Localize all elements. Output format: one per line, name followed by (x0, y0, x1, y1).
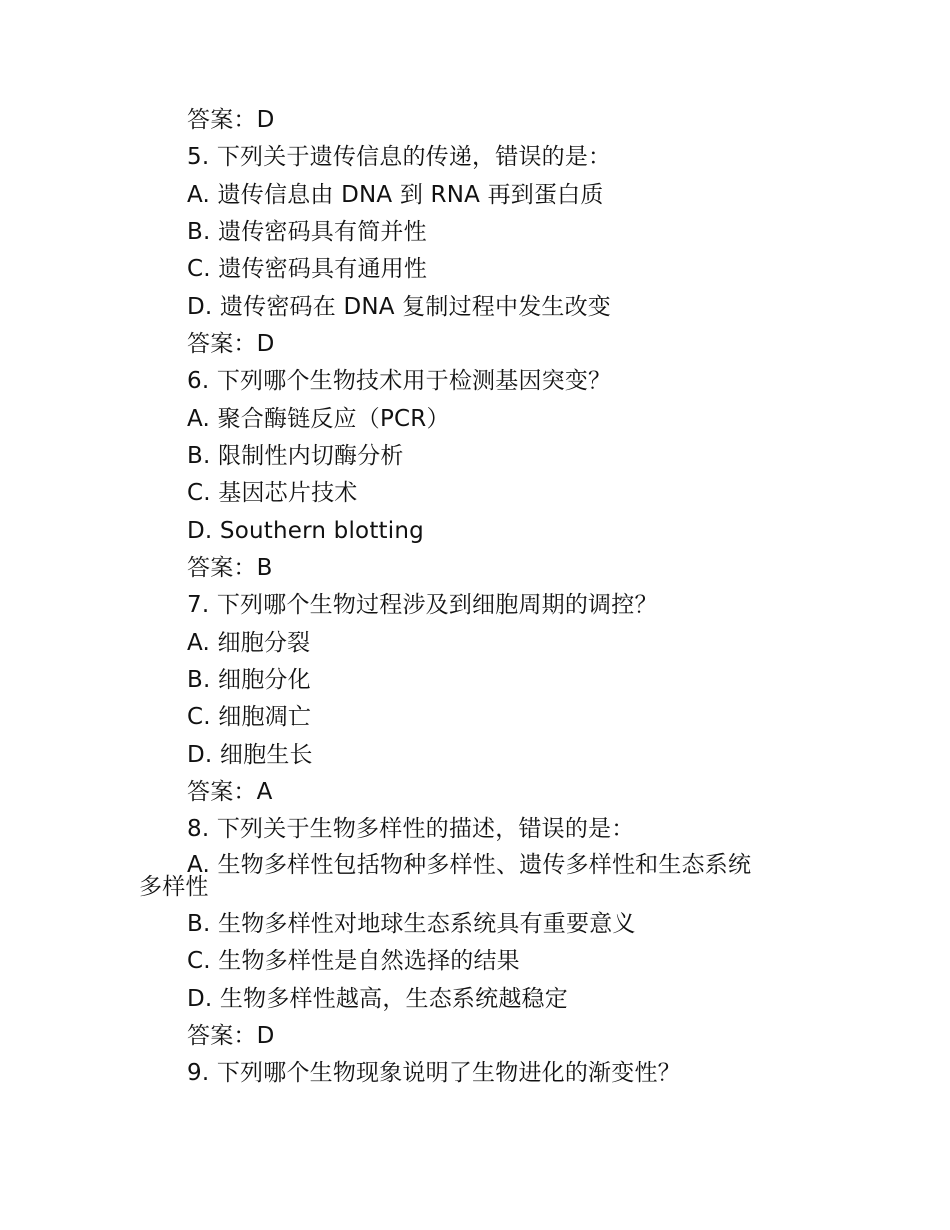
answer-line: 答案：A (187, 779, 273, 805)
option-a-wrapped (139, 851, 807, 901)
question-6: 6. 下列哪个生物技术用于检测基因突变？ (187, 368, 612, 394)
question-9: 9. 下列哪个生物现象说明了生物进化的渐变性？ (187, 1060, 681, 1086)
option-c: C. 生物多样性是自然选择的结果 (187, 948, 520, 974)
option-b: B. 限制性内切酶分析 (187, 443, 404, 469)
answer-line: 答案：B (187, 555, 273, 581)
option-d: D. 细胞生长 (187, 742, 313, 768)
option-c: C. 细胞凋亡 (187, 704, 312, 730)
answer-line: 答案：D (187, 1023, 275, 1049)
question-5: 5. 下列关于遗传信息的传递，错误的是： (187, 144, 612, 170)
option-a-first-line: A. 生物多样性包括物种多样性、遗传多样性和生态系统 (187, 852, 752, 878)
option-d: D. Southern blotting (187, 518, 424, 544)
option-d: D. 遗传密码在 DNA 复制过程中发生改变 (187, 294, 612, 320)
option-c: C. 基因芯片技术 (187, 480, 358, 506)
option-a: A. 聚合酶链反应（PCR） (187, 406, 450, 432)
option-d: D. 生物多样性越高，生态系统越稳定 (187, 986, 568, 1012)
option-a: A. 遗传信息由 DNA 到 RNA 再到蛋白质 (187, 182, 604, 208)
option-b: B. 遗传密码具有简并性 (187, 219, 427, 245)
question-8: 8. 下列关于生物多样性的描述，错误的是： (187, 816, 635, 842)
option-c: C. 遗传密码具有通用性 (187, 256, 428, 282)
question-7: 7. 下列哪个生物过程涉及到细胞周期的调控？ (187, 592, 658, 618)
option-a-continuation: 多样性 (139, 874, 209, 900)
answer-line: 答案：D (187, 331, 275, 357)
option-b: B. 生物多样性对地球生态系统具有重要意义 (187, 911, 636, 937)
answer-line: 答案：D (187, 107, 275, 133)
option-a: A. 细胞分裂 (187, 630, 311, 656)
option-b: B. 细胞分化 (187, 667, 311, 693)
